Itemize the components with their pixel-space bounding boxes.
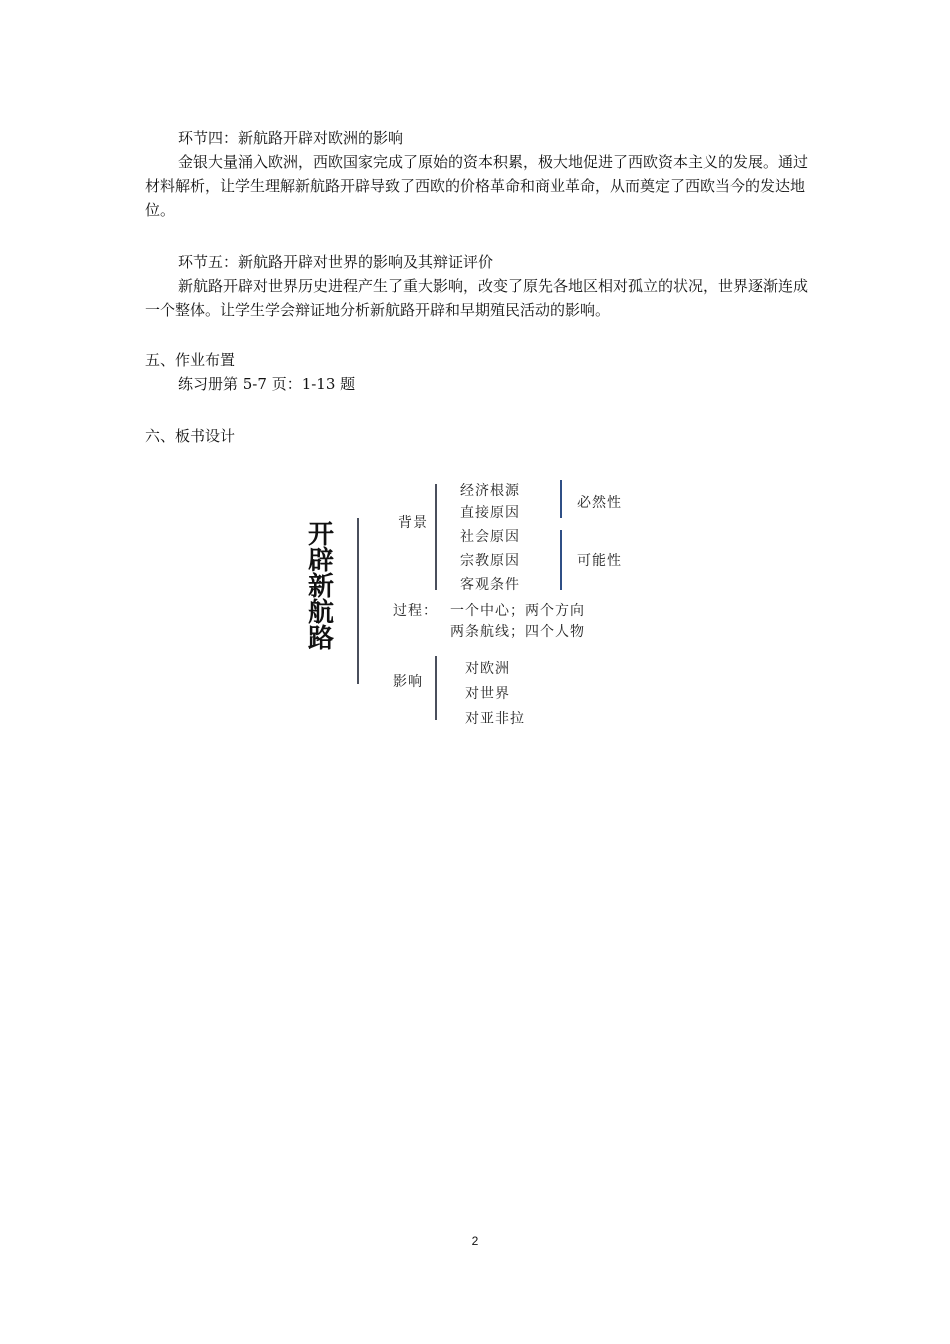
section5-heading: 环节五：新航路开辟对世界的影响及其辩证评价 xyxy=(178,253,494,271)
impact-asia-africa-latin: 对亚非拉 xyxy=(465,711,525,727)
process-line1: 一个中心；两个方向 xyxy=(450,603,585,619)
possibility-label: 可能性 xyxy=(577,553,622,569)
homework-heading: 五、作业布置 xyxy=(145,351,236,369)
impact-bracket xyxy=(435,656,437,720)
reason-social: 社会原因 xyxy=(460,529,520,545)
board-design-diagram xyxy=(290,470,670,740)
possibility-bracket xyxy=(560,530,562,590)
homework-body: 练习册第 5-7 页：1-13 题 xyxy=(178,375,356,393)
process-label: 过程： xyxy=(393,603,438,619)
impact-europe: 对欧洲 xyxy=(465,661,510,677)
board-heading: 六、板书设计 xyxy=(145,427,236,445)
background-bracket xyxy=(435,484,437,590)
section5-body: 新航路开辟对世界历史进程产生了重大影响，改变了原先各地区相对孤立的状况，世界逐渐连成一个整体。让学生学会辩证地分析新航路开辟和早期殖民活动的影响。 xyxy=(145,277,809,319)
main-bracket xyxy=(357,518,359,684)
reason-economic: 经济根源 xyxy=(460,483,520,499)
page-number: 2 xyxy=(471,1234,479,1248)
reason-religious: 宗教原因 xyxy=(460,553,520,569)
board-title: 开辟新航路 xyxy=(307,520,334,654)
process-line2: 两条航线；四个人物 xyxy=(450,624,585,640)
reason-direct: 直接原因 xyxy=(460,505,520,521)
background-label: 背景 xyxy=(398,515,428,531)
necessity-label: 必然性 xyxy=(577,495,622,511)
necessity-bracket xyxy=(560,480,562,518)
section4-heading: 环节四：新航路开辟对欧洲的影响 xyxy=(178,129,404,147)
section4-body: 金银大量涌入欧洲，西欧国家完成了原始的资本积累，极大地促进了西欧资本主义的发展。通过材料解析，让学生理解新航路开辟导致了西欧的价格革命和商业革命，从而奠定了西欧当今的发达地位。 xyxy=(145,153,809,219)
impact-world: 对世界 xyxy=(465,686,510,702)
impact-label: 影响 xyxy=(393,674,423,690)
reason-objective: 客观条件 xyxy=(460,577,520,593)
